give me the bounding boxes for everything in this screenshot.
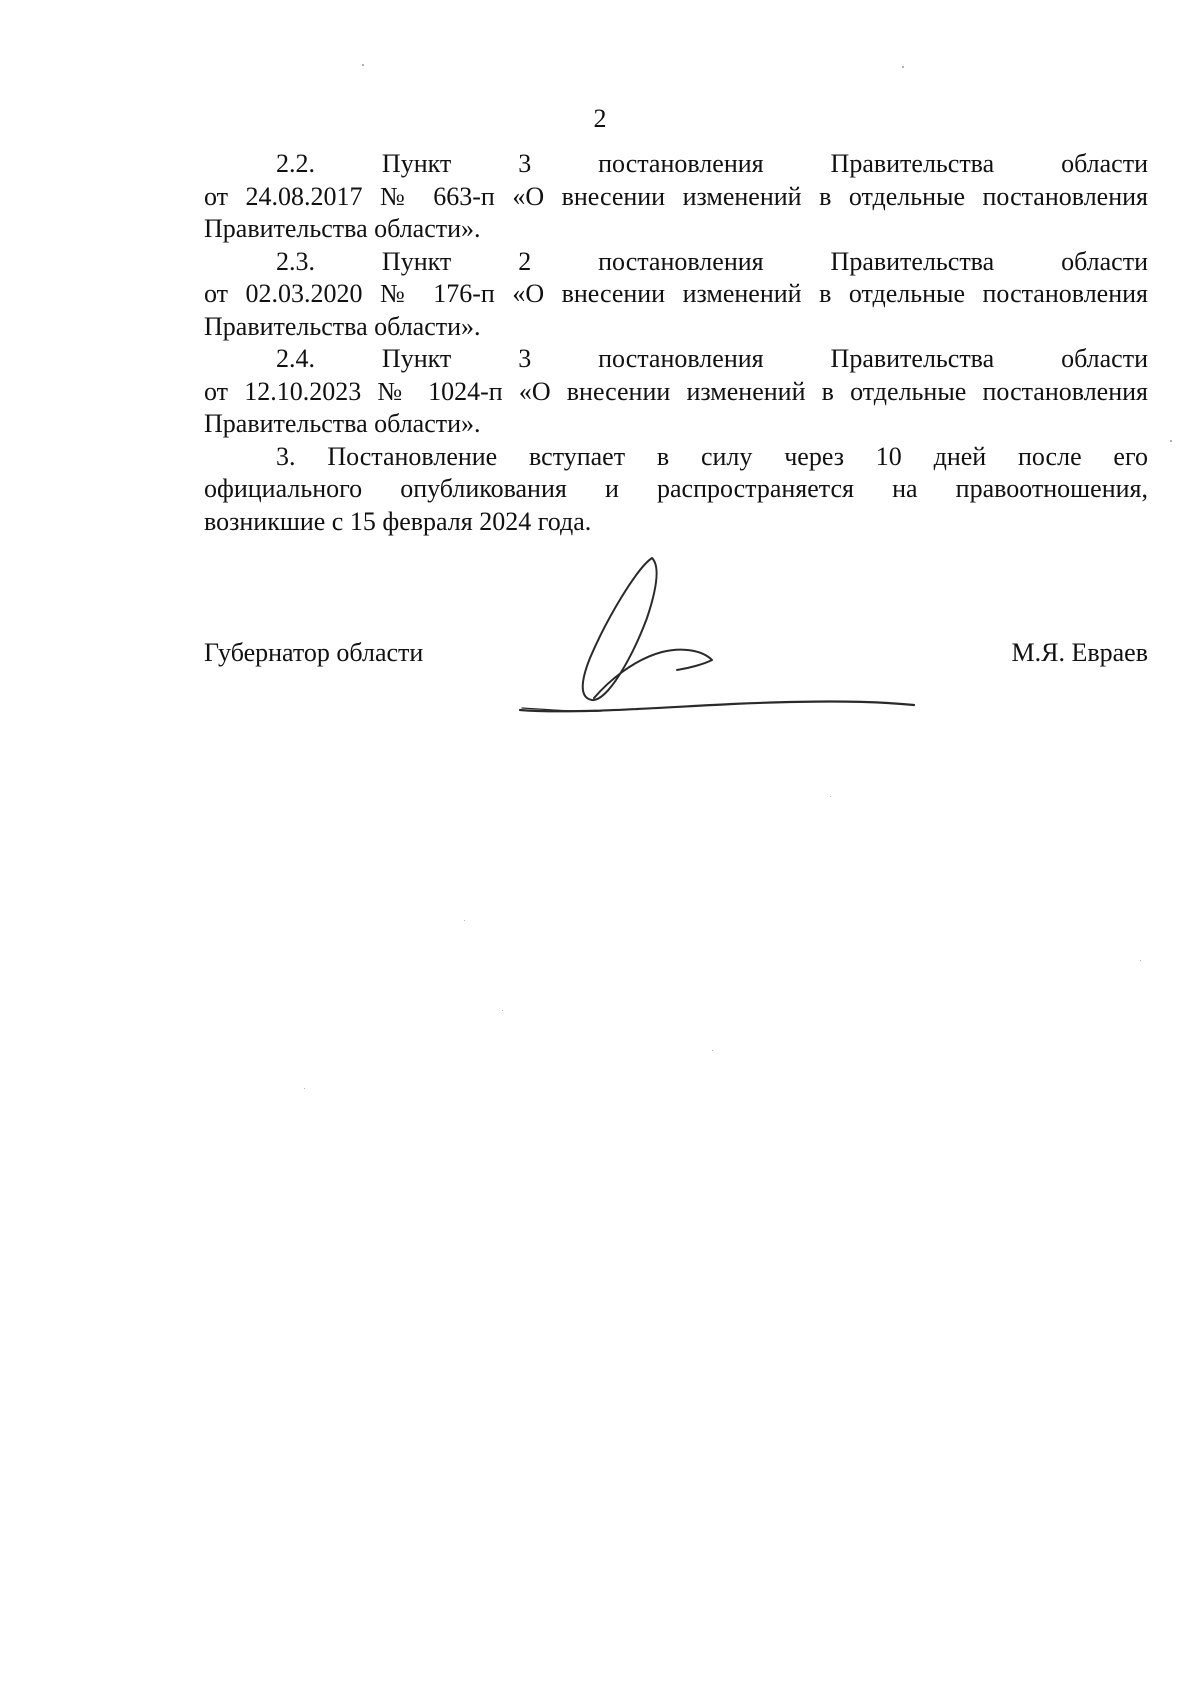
signatory-position: Губернатор области [204, 638, 424, 667]
scan-speck [1170, 440, 1172, 442]
scan-speck [902, 66, 904, 68]
paragraph-line: 2.2. Пункт 3 постановления Правительства области [276, 149, 1148, 178]
document-body [204, 148, 1148, 538]
scan-speck [464, 920, 465, 921]
scan-speck [1140, 960, 1141, 961]
handwritten-signature [512, 548, 922, 728]
paragraph-line: 3. Постановление вступает в силу через 10 дней после его [276, 441, 1148, 471]
paragraph-line: Правительства области». [204, 214, 481, 243]
paragraph-2-4 [204, 343, 1148, 441]
paragraph-2-3 [204, 246, 1148, 344]
paragraph-line: 2.4. Пункт 3 постановления Правительства области [276, 344, 1148, 373]
scan-speck [712, 1050, 713, 1051]
paragraph-line: официального опубликования и распространяется на правоотношения, [204, 474, 1148, 503]
paragraph-line: возникшие с 15 февраля 2024 года. [204, 506, 592, 536]
paragraph-line: от 12.10.2023 № 1024-п «О внесении изменений в отдельные постановления [204, 376, 1148, 406]
scan-speck [304, 1088, 305, 1089]
paragraph-line: Правительства области». [204, 311, 481, 341]
scan-speck [502, 1010, 503, 1011]
page-number: 2 [593, 104, 607, 133]
paragraph-line: 2.3. Пункт 2 постановления Правительства области [276, 246, 1148, 276]
scan-speck [830, 796, 831, 797]
paragraph-2-2 [204, 148, 1148, 246]
scan-speck [362, 64, 364, 66]
signatory-name: М.Я. Евраев [1011, 638, 1148, 667]
paragraph-line: от 02.03.2020 № 176-п «О внесении изменений в отдельные постановления [204, 279, 1148, 308]
paragraph-line: от 24.08.2017 № 663-п «О внесении изменений в отдельные постановления [204, 181, 1148, 211]
paragraph-3 [204, 441, 1148, 539]
paragraph-line: Правительства области». [204, 409, 481, 438]
